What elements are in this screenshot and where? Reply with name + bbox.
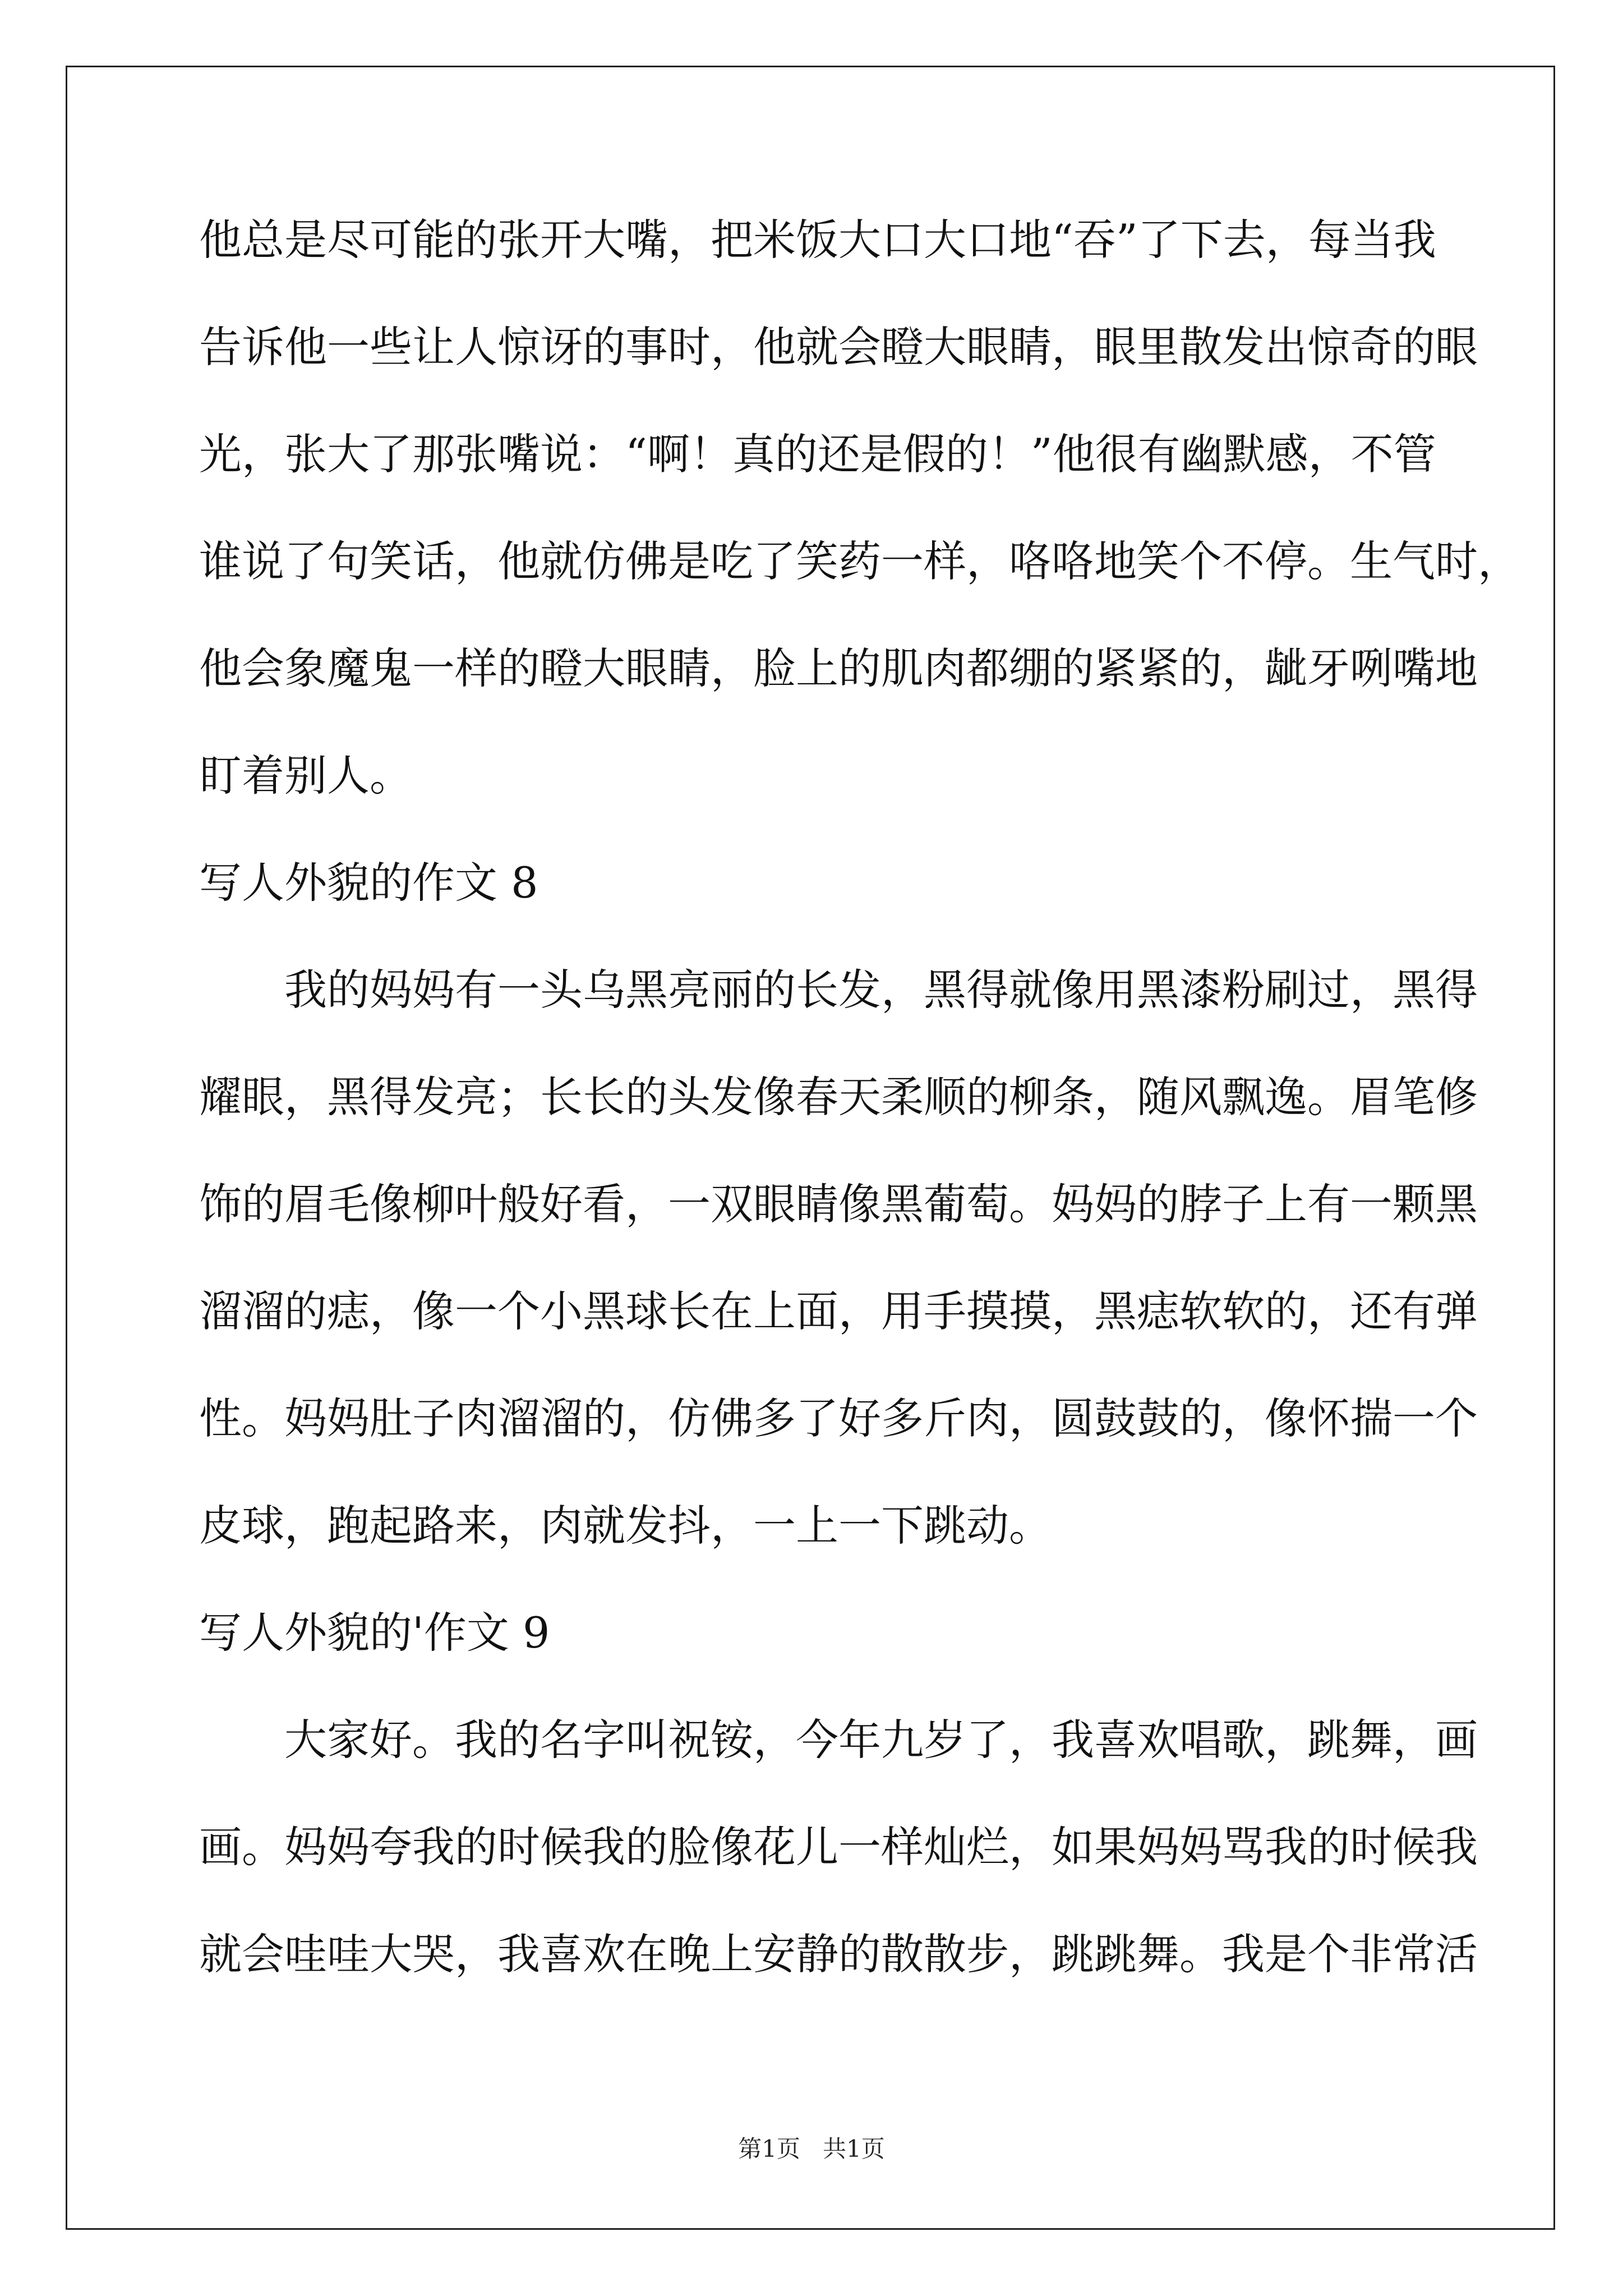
section-heading: 写人外貌的'作文 9	[199, 1608, 550, 1658]
text-line: 大家好。我的名字叫祝铵，今年九岁了，我喜欢唱歌，跳舞，画	[284, 1715, 1478, 1765]
text-line: 光，张大了那张嘴说：“啊！真的还是假的！”他很有幽默感，不管	[199, 429, 1436, 479]
text-line: 溜溜的痣，像一个小黑球长在上面，用手摸摸，黑痣软软的，还有弹	[199, 1286, 1478, 1336]
text-line: 他会象魔鬼一样的瞪大眼睛，脸上的肌肉都绷的紧紧的，龇牙咧嘴地	[199, 643, 1478, 693]
page-number: 第1页	[738, 2135, 800, 2162]
page-total: 共1页	[823, 2135, 885, 2162]
text-line: 耀眼，黑得发亮；长长的头发像春天柔顺的柳条，随风飘逸。眉笔修	[199, 1072, 1478, 1122]
section-heading: 写人外貌的作文 8	[199, 858, 538, 908]
document-body	[199, 212, 1520, 2033]
text-line: 饰的眉毛像柳叶般好看，一双眼睛像黑葡萄。妈妈的脖子上有一颗黑	[199, 1179, 1478, 1229]
text-line: 谁说了句笑话，他就仿佛是吃了笑药一样，咯咯地笑个不停。生气时，	[199, 536, 1520, 586]
text-line: 我的妈妈有一头乌黑亮丽的长发，黑得就像用黑漆粉刷过，黑得	[284, 965, 1478, 1015]
text-line: 就会哇哇大哭，我喜欢在晚上安静的散散步，跳跳舞。我是个非常活	[199, 1929, 1478, 1979]
text-line: 告诉他一些让人惊讶的事时，他就会瞪大眼睛，眼里散发出惊奇的眼	[199, 322, 1478, 372]
text-line: 性。妈妈肚子肉溜溜的，仿佛多了好多斤肉，圆鼓鼓的，像怀揣一个	[199, 1393, 1478, 1443]
text-line: 画。妈妈夸我的时候我的脸像花儿一样灿烂，如果妈妈骂我的时候我	[199, 1822, 1478, 1872]
text-line: 盯着别人。	[199, 751, 412, 800]
text-line: 皮球，跑起路来，肉就发抖，一上一下跳动。	[199, 1501, 1052, 1550]
page-footer	[0, 2135, 1623, 2163]
text-line: 他总是尽可能的张开大嘴，把米饭大口大口地“吞”了下去，每当我	[199, 215, 1436, 265]
